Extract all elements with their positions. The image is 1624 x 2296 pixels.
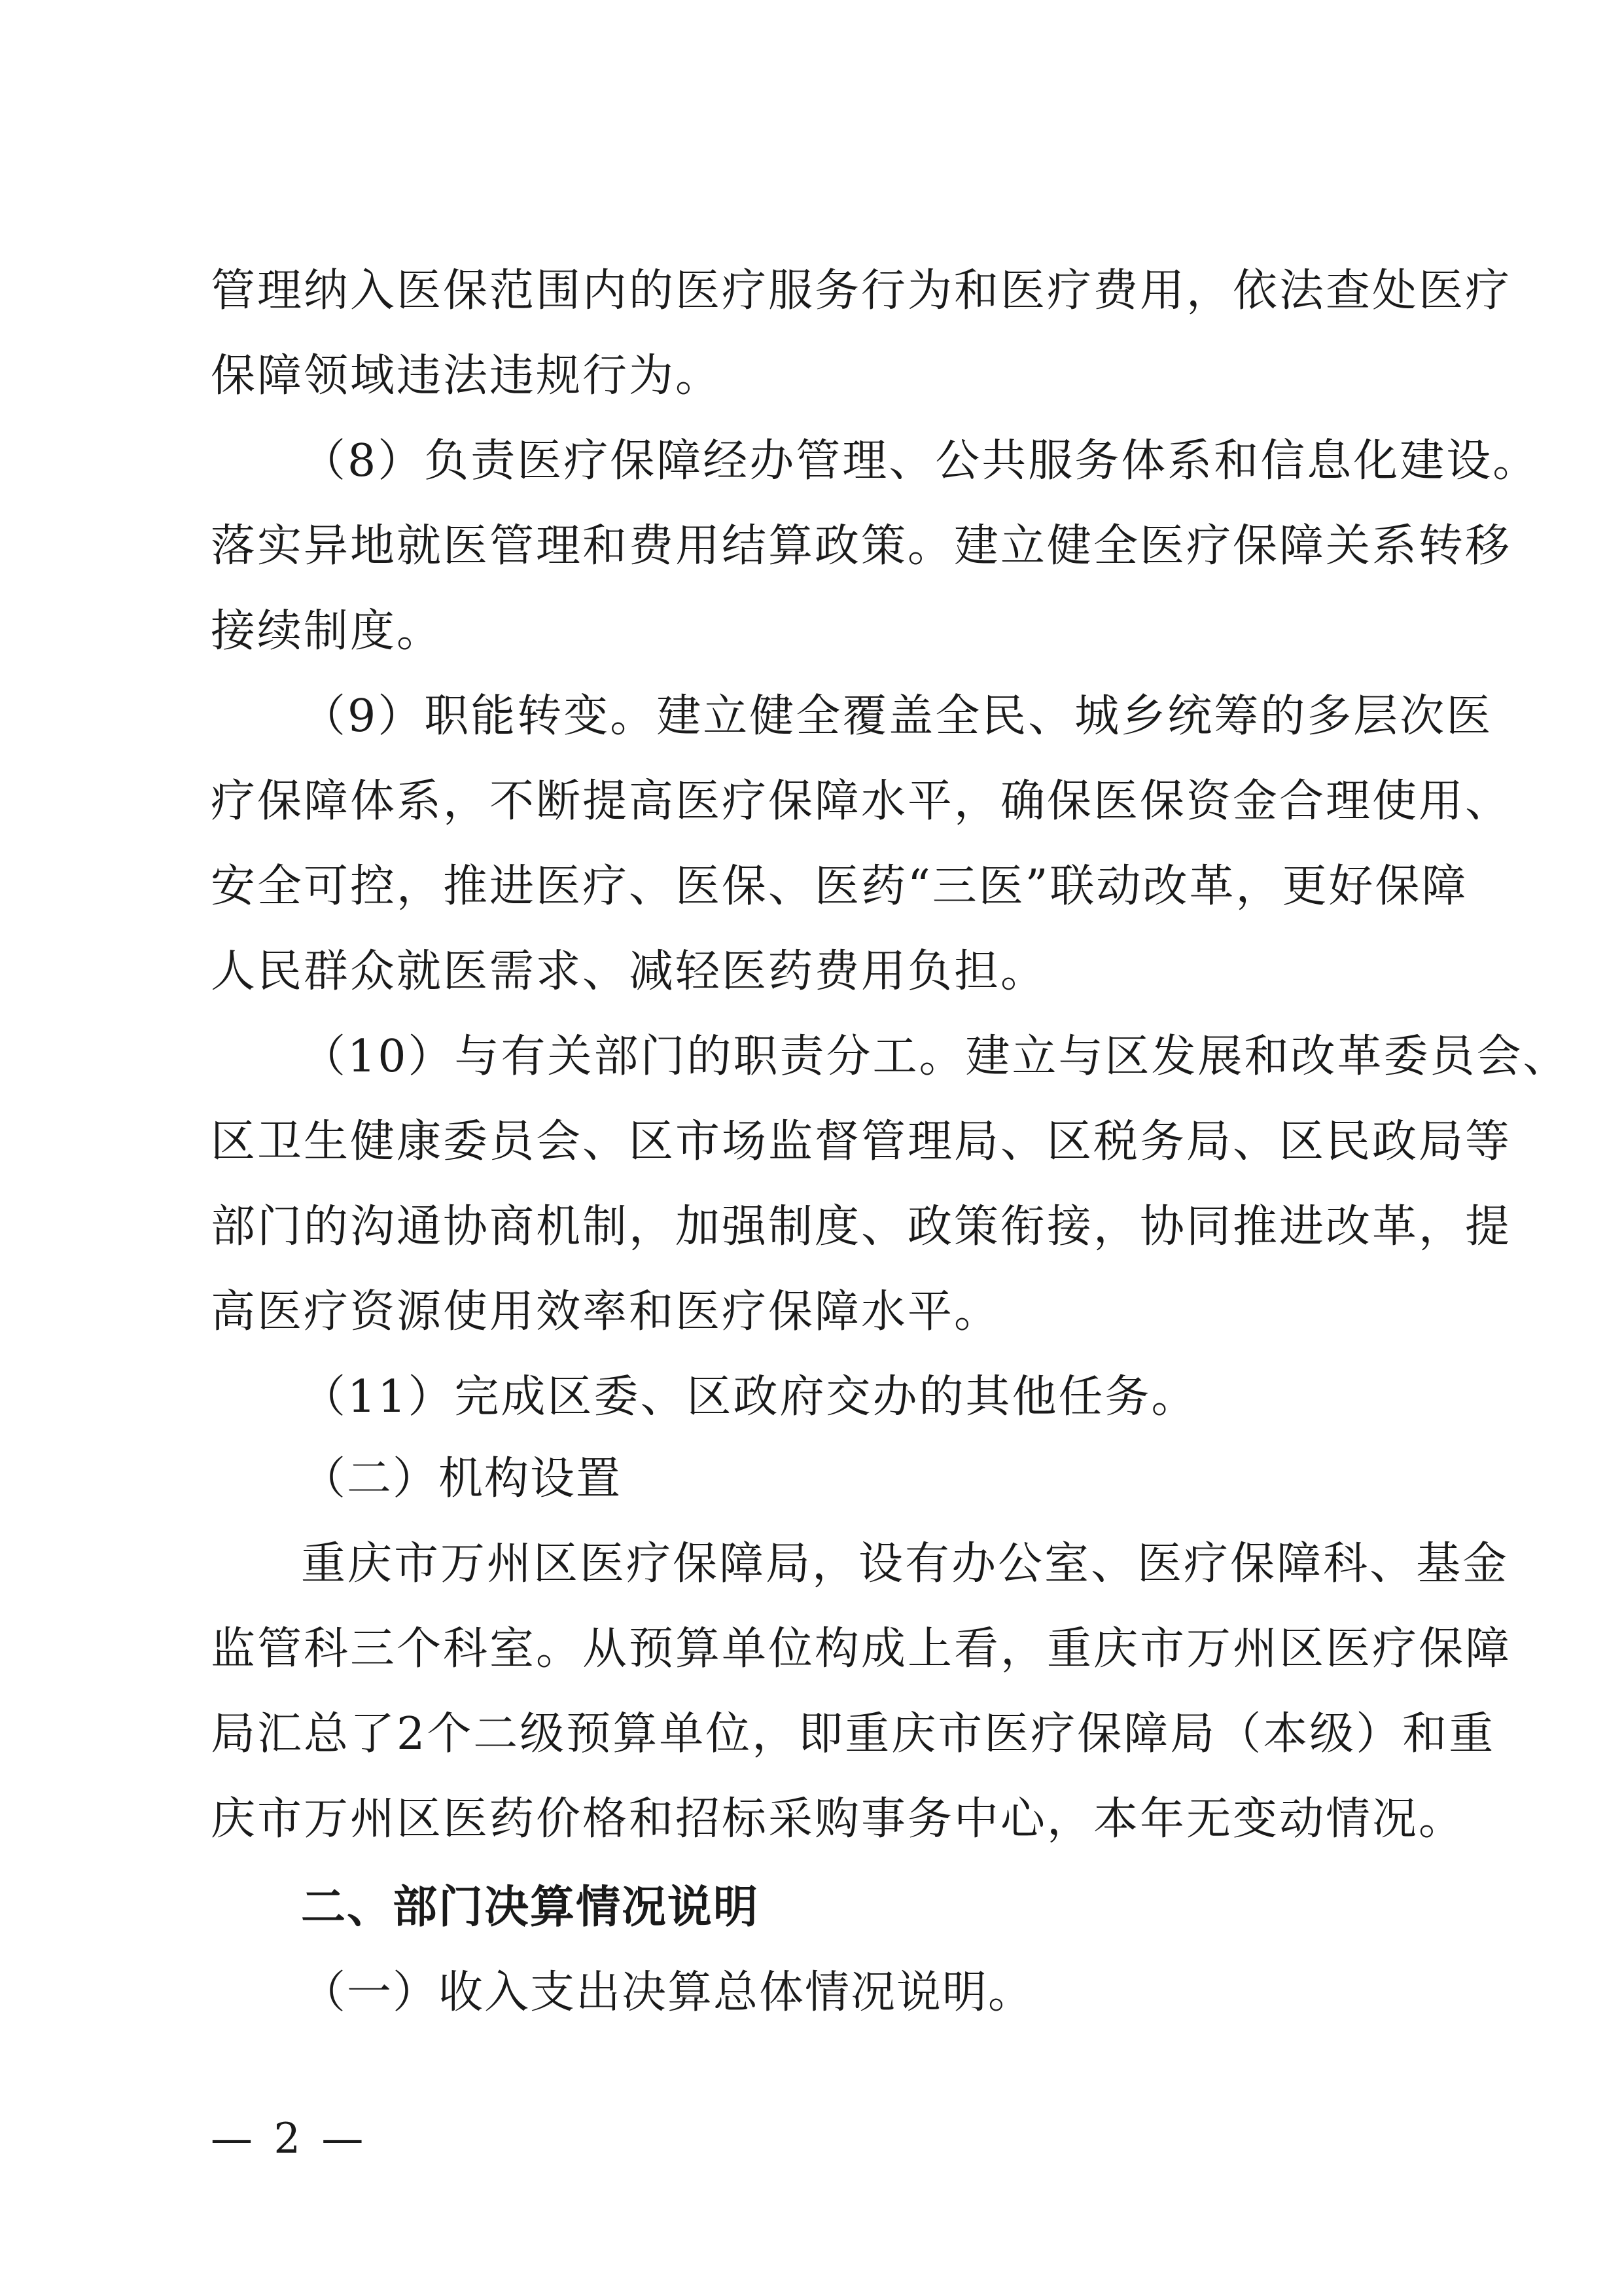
paragraph-line: 高医疗资源使用效率和医疗保障水平。 [211,1286,1001,1338]
paragraph-line: 保障领域违法违规行为。 [211,350,722,402]
paragraph-line: 接续制度。 [211,605,444,657]
page-number: — 2 — [211,2115,368,2163]
paragraph-line: 庆市万州区医药价格和招标采购事务中心，本年无变动情况。 [211,1793,1466,1845]
paragraph-line: 疗保障体系，不断提高医疗保障水平，确保医保资金合理使用、 [211,776,1512,827]
section-subheading: （一）收入支出决算总体情况说明。 [301,1967,1034,2018]
paragraph-line: 落实异地就医管理和费用结算政策。建立健全医疗保障关系转移 [211,520,1512,572]
paragraph-line: （10）与有关部门的职责分工。建立与区发展和改革委员会、 [301,1031,1570,1083]
paragraph-line: 重庆市万州区医疗保障局，设有办公室、医疗保障科、基金 [301,1538,1509,1590]
paragraph-line: 区卫生健康委员会、区市场监督管理局、区税务局、区民政局等 [211,1116,1512,1168]
paragraph-line: 监管科三个科室。从预算单位构成上看，重庆市万州区医疗保障 [211,1623,1512,1675]
paragraph-line: 人民群众就医需求、减轻医药费用负担。 [211,946,1048,997]
paragraph-line: 管理纳入医保范围内的医疗服务行为和医疗费用，依法查处医疗 [211,265,1512,317]
paragraph-line: （11）完成区委、区政府交办的其他任务。 [301,1371,1198,1423]
paragraph-line: （8）负责医疗保障经办管理、公共服务体系和信息化建设。 [301,435,1540,487]
paragraph-line: 局汇总了2个二级预算单位，即重庆市医疗保障局（本级）和重 [211,1708,1496,1760]
paragraph-line: 部门的沟通协商机制，加强制度、政策衔接，协同推进改革，提 [211,1201,1512,1253]
paragraph-line: （9）职能转变。建立健全覆盖全民、城乡统筹的多层次医 [301,691,1493,742]
section-subheading: （二）机构设置 [301,1453,622,1505]
section-heading: 二、部门决算情况说明 [301,1882,760,1933]
paragraph-line: 安全可控，推进医疗、医保、医药“三医”联动改革，更好保障 [211,861,1468,912]
